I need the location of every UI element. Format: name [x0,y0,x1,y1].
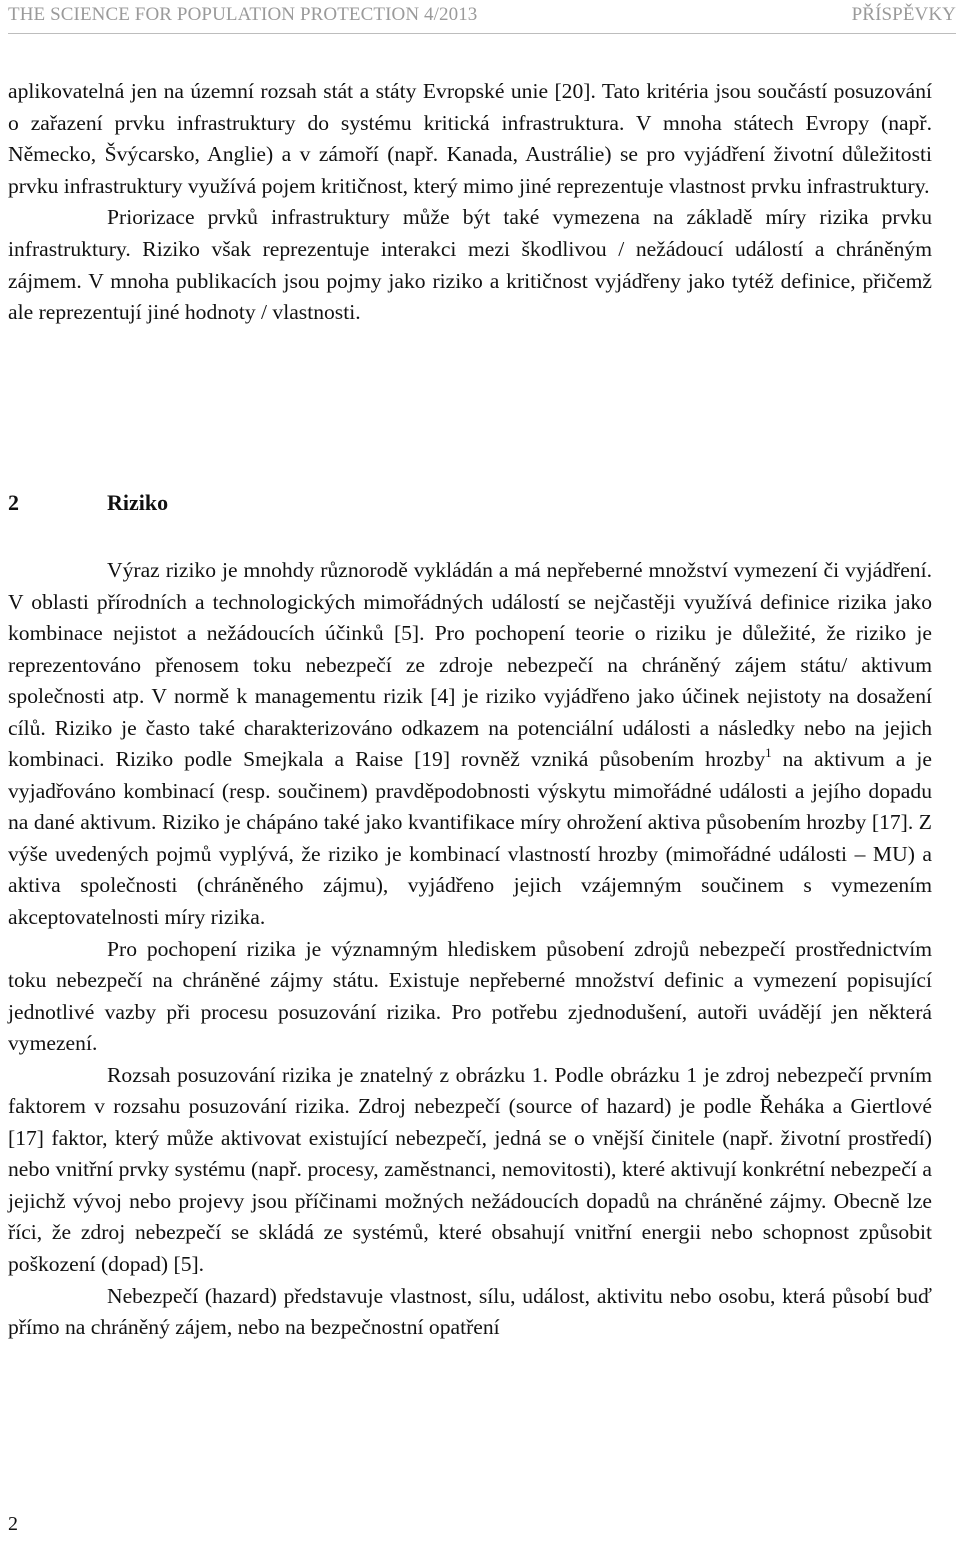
paragraph: Nebezpečí (hazard) představuje vlastnost, sílu, událost, aktivitu nebo osobu, která působí buď přímo na chráněný zájem, nebo na bezpečnostní opatření [8,1283,932,1340]
paragraph [8,555,932,934]
paragraph-text: na aktivum a je vyjadřováno kombinací (resp. součinem) pravděpodobnosti výskytu mimořádné události a jejího dopadu na dané aktivum. Riziko je chápáno také jako kvantifikace míry ohrožení aktiva působením hrozby [17]. Z výše uvedených pojmů vyplývá, že riziko je kombinací vlastností hrozby (mimořádné události – MU) a aktiva společnosti (chráněného zájmu), vyjádřeno jejich vzájemným součinem s vymezením akceptovatelnosti míry rizika. [8,747,932,930]
intro-text [8,76,932,329]
section-label: PŘÍSPĚVKY [851,4,956,25]
journal-title: THE SCIENCE FOR POPULATION PROTECTION 4/2013 [8,4,478,25]
paragraph: aplikovatelná jen na územní rozsah stát a státy Evropské unie [20]. Tato kritéria jsou součástí posuzování o zařazení prvku infrastruktury do systému kritická infrastruktura. V mnoha státech Evropy (např. Německo, Švýcarsko, Anglie) a v zámoří (např. Kanada, Austrálie) se pro vyjádření životní důležitosti prvku infrastruktury využívá pojem kritičnost, který mimo jiné reprezentuje vlastnost prvku infrastruktury. [8,79,932,198]
page-number: 2 [8,1513,18,1535]
footnote-marker: 1 [765,745,772,761]
paragraph-text: Výraz riziko je mnohdy různorodě vykládán a má nepřeberné množství vymezení či vyjádření. V oblasti přírodních a technologických mimořádných událostí se nejčastěji využívá definice rizika jako kombinace nejistot a nežádoucích účinků [5]. Pro pochopení teorie o riziku je důležité, že riziko je reprezentováno přenosem toku nebezpečí ze zdroje nebezpečí na chráněný zájem státu/ aktivum společnosti atp. V normě k managementu rizik [4] je riziko vyjádřeno jako účinek nejistoty na dosažení cílů. Riziko je často také charakterizováno odkazem na potenciální události a následky nebo na jejich kombinaci. Riziko podle Smejkala a Raise [19] rovněž vzniká působením hrozby [8,558,932,772]
section-heading [8,490,168,516]
paragraph: Pro pochopení rizika je významným hlediskem působení zdrojů nebezpečí prostřednictvím toku nebezpečí na chráněné zájmy státu. Existuje nepřeberné množství definic a vymezení popisující jednotlivé vazby při procesu posuzování rizika. Pro potřebu zjednodušení, autoři uvádějí jen některá vymezení. [8,936,932,1056]
running-header [8,4,956,30]
section-title: Riziko [107,490,169,515]
header-divider [8,33,956,34]
section-number: 2 [8,490,19,515]
paragraph: Priorizace prvků infrastruktury může být také vymezena na základě míry rizika prvku infrastruktury. Riziko však reprezentuje interakci mezi škodlivou / nežádoucí událostí a chráněným zájmem. V mnoha publikacích jsou pojmy jako riziko a kritičnost vyjádřeny jako tytéž definice, přičemž ale reprezentují jiné hodnoty / vlastnosti. [8,205,932,325]
paragraph: Rozsah posuzování rizika je znatelný z obrázku 1. Podle obrázku 1 je zdroj nebezpečí prvním faktorem v rozsahu posuzování rizika. Zdroj nebezpečí (source of hazard) je podle Řeháka a Giertlové [17] faktor, který může aktivovat existující nebezpečí, jedná se o vnější činitele (např. životní prostředí) nebo vnitřní prvky systému (např. procesy, zaměstnanci, nemovitosti), které aktivují konkrétní nebezpečí a jejichž vývoj nebo projevy jsou příčinami možných nežádoucích dopadů na chráněné zájmy. Obecně lze říci, že zdroj nebezpečí se skládá ze systémů, které obsahují vnitřní energii nebo schopnost způsobit poškození (dopad) [5]. [8,1062,932,1277]
section-body [8,555,932,1344]
